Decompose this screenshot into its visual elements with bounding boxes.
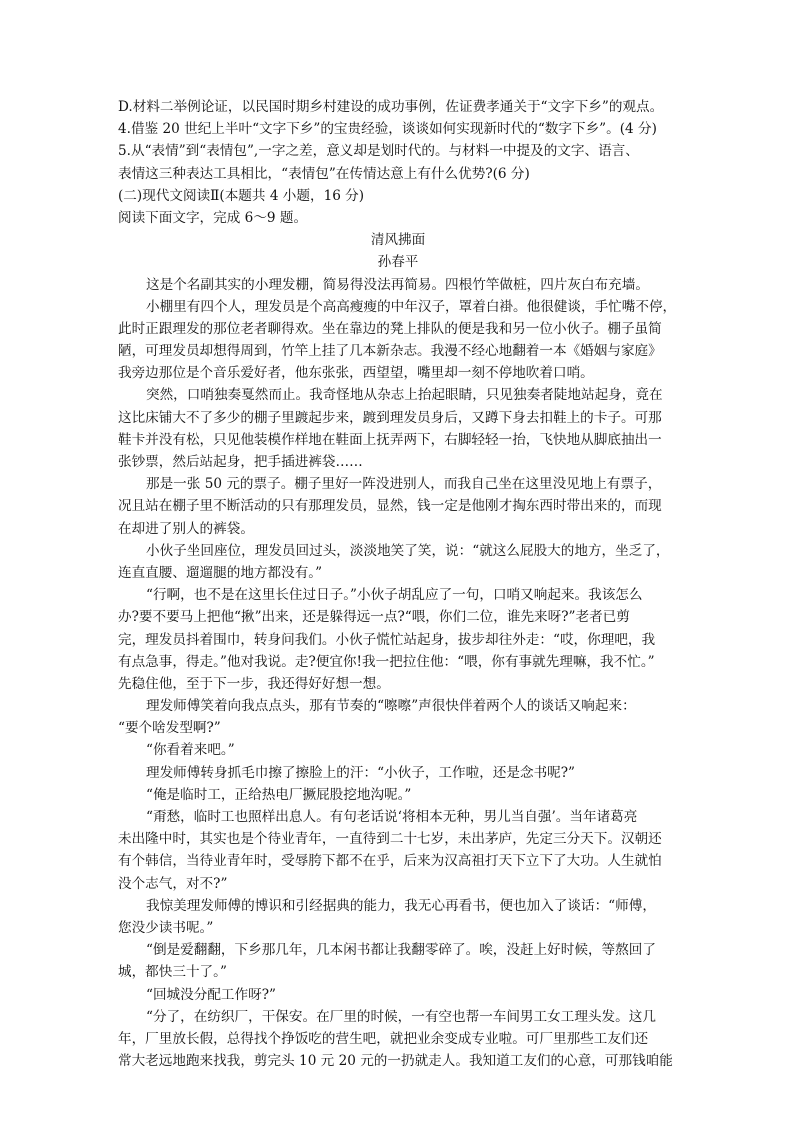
passage-line: 年，厂里放长假，总得找个挣饭吃的营生吧，就把业余变成专业啦。可厂里那些工友们还 [118, 1030, 649, 1047]
passage-line: “分了，在纺织厂，干保安。在厂里的时候，一有空也帮一车间男工女工理头发。这几 [146, 1008, 656, 1025]
option-d: D.材料二举例论证，以民国时期乡村建设的成功事例，佐证费孝通关于“文字下乡”的观点。 [118, 99, 664, 115]
passage-line: 连直直腰、遛遛腿的地方都没有。” [118, 564, 323, 581]
question-5-line-2: 表情这三种表达工具相比，“表情包”在传情达意上有什么优势?(6 分) [118, 165, 530, 182]
passage-body [118, 274, 678, 1073]
passage-line: 这比床铺大不了多少的棚子里踱起步来，踱到理发员身后，又蹲下身去扣鞋上的卡子。可那 [118, 409, 662, 426]
passage-line: 城，都快三十了。” [118, 964, 227, 981]
passage-line: 在却进了别人的裤袋。 [118, 520, 254, 537]
passage-line: 常大老远地跑来找我，剪完头 10 元 20 元的一扔就走人。我知道工友们的心意，可那钱咱能 [118, 1053, 673, 1070]
passage-line: “俺是临时工，正给热电厂撅屁股挖地沟呢。” [146, 786, 412, 803]
passage-line: 未出隆中时，其实也是个待业青年，一直待到二十七岁，未出茅庐，先定三分天下。汉朝还 [118, 831, 662, 848]
passage-line: 理发师傅笑着向我点点头，那有节奏的“嚓嚓”声很快伴着两个人的谈话又响起来： [146, 698, 636, 715]
passage-line: 没个志气，对不?” [118, 875, 228, 892]
passage-line: 我旁边那位是个音乐爱好者，他东张张，西望望，嘴里却一刻不停地吹着口哨。 [118, 365, 594, 382]
section-heading: (二)现代文阅读Ⅱ(本题共 4 小题，16 分) [118, 187, 365, 204]
passage-line: 此时正跟理发的那位老者聊得欢。坐在靠边的凳上排队的便是我和另一位小伙子。棚子虽简 [118, 320, 662, 337]
passage-line: “你看着来吧。” [146, 742, 235, 759]
passage-line: 鞋卡并没有松，只见他装模作样地在鞋面上抚弄两下，右脚轻轻一抬，飞快地从脚底抽出一 [118, 431, 662, 448]
passage-author: 孙春平 [377, 254, 419, 271]
passage-line: 完，理发员抖着围巾，转身问我们。小伙子慌忙站起身，拔步却往外走：“哎，你理吧，我 [118, 631, 656, 648]
passage-line: “行啊，也不是在这里长住过日子。”小伙子胡乱应了一句，口哨又响起来。我该怎么 [146, 587, 643, 604]
passage-line: 您没少读书呢。” [118, 919, 214, 936]
passage-line: 办?要不要马上把他“揪”出来，还是躲得远一点?“喂，你们二位，谁先来呀?”老者已剪 [118, 609, 630, 626]
passage-line: 小伙子坐回座位，理发员回过头，淡淡地笑了笑，说：“就这么屁股大的地方，坐乏了， [146, 542, 670, 559]
passage-line: “要个啥发型啊?” [118, 720, 221, 737]
passage-line: 这是个名副其实的小理发棚，简易得没法再简易。四根竹竿做桩，四片灰白布充墙。 [146, 276, 649, 293]
passage-line: 先稳住他，至于下一步，我还得好好想一想。 [118, 675, 390, 692]
passage-title: 清风拂面 [370, 232, 426, 249]
document-page [118, 96, 678, 1072]
passage-line: “倒是爱翻翻，下乡那几年，几本闲书都让我翻零碎了。唉，没赶上好时候，等熬回了 [146, 942, 656, 959]
question-5-line-1: 5.从“表情”到“表情包”,一字之差，意义却是划时代的。与材料一中提及的文字、语言、 [118, 143, 639, 160]
passage-line: 陋，可理发员却想得周到，竹竿上挂了几本新杂志。我漫不经心地翻着一本《婚姻与家庭》 [118, 343, 662, 360]
passage-line: 张钞票，然后站起身，把手插进裤袋…… [118, 454, 363, 470]
passage-line: 有点急事，得走。”他对我说。走?便宜你!我一把拉住他：“喂，你有事就先理嘛，我不忙。” [118, 653, 655, 670]
passage-line: 我惊美理发师傅的博识和引经据典的能力，我无心再看书，便也加入了谈话：“师傅， [146, 897, 656, 914]
passage-line: 有个韩信，当待业青年时，受辱胯下都不在乎，后来为汉高祖打天下立下了大功。人生就怕 [118, 853, 662, 870]
passage-line: 理发师傅转身抓毛巾擦了擦脸上的汗：“小伙子，工作啦，还是念书呢?” [146, 764, 575, 781]
reading-instruction: 阅读下面文字，完成 6～9 题。 [118, 209, 308, 226]
passage-line: “甭愁，临时工也照样出息人。有句老话说‘将相本无种，男儿当自强’。当年诸葛亮 [146, 809, 638, 825]
passage-line: 那是一张 50 元的票子。棚子里好一阵没进别人，而我自己坐在这里没见地上有票子， [146, 476, 662, 493]
passage-line: “回城没分配工作呀?” [146, 986, 276, 1003]
question-4: 4.借鉴 20 世纪上半叶“文字下乡”的宝贵经验，谈谈如何实现新时代的“数字下乡”。(4 分) [118, 121, 657, 138]
passage-line: 突然，口哨独奏戛然而止。我奇怪地从杂志上抬起眼睛，只见独奏者陡地站起身，竟在 [146, 387, 663, 404]
passage-line: 况且站在棚子里不断活动的只有那理发员，显然，钱一定是他刚才掏东西时带出来的，而现 [118, 498, 662, 515]
passage-line: 小棚里有四个人，理发员是个高高瘦瘦的中年汉子，罩着白褂。他很健谈，手忙嘴不停， [146, 298, 677, 315]
